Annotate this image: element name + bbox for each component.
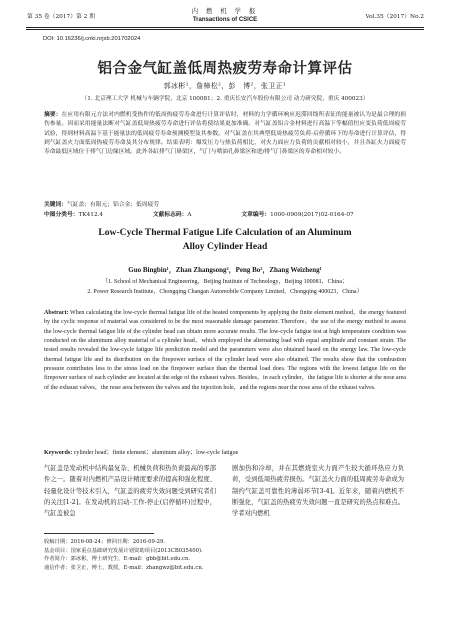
header-rule-thick <box>26 27 424 28</box>
footnote-received: 收稿日期：2016-08-24；修回日期：2016-09-29. <box>44 539 166 545</box>
title-cn: 铝合金气缸盖低周热疲劳寿命计算评估 <box>97 61 353 77</box>
article-no-value: 1000-0909(2017)02-0164-07 <box>270 212 354 218</box>
authors-cn: 郭冰彬¹，詹樟松²，彭 博²，张卫正¹ <box>163 82 287 90</box>
abstract-en <box>44 309 406 393</box>
affiliation-cn: （1. 北京理工大学 机械与车辆学院，北京 100081；2. 重庆长安汽车股份有限公司 动力研究院，重庆 400023） <box>81 96 369 102</box>
article-no-label: 文章编号： <box>241 212 271 218</box>
abstract-cn-label: 摘要： <box>44 112 62 118</box>
footnote-corresponding: 通信作者：张卫正，博士，教授，E-mail：zhangwz@bit.edu.cn. <box>44 564 204 571</box>
abstract-en-label: Abstract: <box>44 310 69 316</box>
journal-name-en: Transactions of CSICE <box>192 17 258 23</box>
header-rule-thin <box>26 29 424 30</box>
footnote-author-intro: 作者简介：郭冰彬，博士研究生，E-mail：gbb@bit.edu.cn. <box>44 556 191 563</box>
keywords-cn-text: 气缸盖；有限元；铝合金；低周疲劳 <box>67 202 159 208</box>
affiliation-en <box>0 278 450 297</box>
abstract-cn-text: 在应用有限元方法对内燃机受热件的低周热疲劳寿命进行计算评估时，材料的力学循环响应迟滞回线所表征的能量被认为是最合理的损伤参量。因而采用能量法断对气缸盖低周热疲劳寿命进行评估将使结果更加准确。对气缸盖铝合金材料进行高温下等幅值恒应变负荷低周疲劳试验，得到材料高温下基于能量法的低周疲劳寿命预测模型及其参数。对气缸盖在其典型低周热疲劳负荷-启停循环下的寿命进行计算评估，得到气缸盖火力面低周热疲劳寿命及其分布规律。结果表明：爆发压力与热负荷相比，对火力面应力负荷的贡献相对较小，并且各缸火力面疲劳寿命最低区域位于排气门边缘区域。此外各缸排气门鼻梁区，气门与喷油孔鼻梁区和进/排气门鼻梁区的寿命相对较小。 <box>44 112 407 156</box>
keywords-en <box>44 447 406 456</box>
keywords-en-label: Keywords: <box>44 450 73 456</box>
keywords-cn-label: 关键词： <box>44 202 67 208</box>
doc-code-value: A <box>187 212 192 218</box>
doc-code-label: 文献标志码： <box>152 212 188 218</box>
footnote-fund: 基金项目：国家重点基础研究发展计划资助项目(2013CB035400). <box>44 547 203 554</box>
body-column-left: 气缸盖是发动机中结构最复杂、机械负荷和热负荷最高的零部件之一。随着对内燃机产品设计精度要求的提高和强化程度、轻量化设计等技术引入，气缸盖的疲劳失效问题受到研究者们的关注[1-2]。在发动机的启动-工作-停止(启停循环)过程中，气缸盖被急 <box>44 465 216 518</box>
doc-code-field <box>153 212 216 218</box>
article-no-field <box>241 212 377 218</box>
keywords-en-text: cylinder head；finite element；aluminum alloy；low-cycle fatigue <box>73 450 239 456</box>
clc-label: 中图分类号： <box>44 212 79 218</box>
classification-line <box>44 209 402 218</box>
clc-value: TK412.4 <box>78 212 104 218</box>
footnote <box>44 538 244 572</box>
body-column-right: 剧加热和冷却，并在其燃烧室火力面产生较大循环热应力负荷，受到低周热疲劳损伤。气缸盖火力面的低周疲劳寿命成为制约气缸盖可靠性的薄弱环节[3-4]。近年来，随着内燃机不断强化，气缸盖的热疲劳失效问题一直是研究的热点和难点。学者对内燃机 <box>232 465 404 518</box>
keywords-cn <box>44 199 406 208</box>
footnote-rule <box>44 533 154 534</box>
affiliation-en-line2: 2. Power Research Institute，Chongqing Changan Automobile Company Limited，Chongqing 400023，China） <box>87 288 363 295</box>
journal-name-cn: 内 燃 机 学 报 <box>191 8 259 15</box>
title-en <box>0 226 450 254</box>
abstract-en-text: When calculating the low-cycle thermal fatigue life of the heated components by applying the finite element method，the energy featured by the cyclic response of material was considered to be the most reasonable damage parameter. Therefore，the use of the energy method to assess the low-cycle thermal fatigue life of the cylinder head can obtain more accurate results. The low-cycle fatigue test at high temperature condition was conducted on the aluminum alloy material of a cylinder head，which employed the alternating load with equal amplitude and constant strain. The tested results revealed the low-cycle fatigue life prediction model and the parameters were also obtained based on the energy law. The low-cycle thermal fatigue life and its distribution on the firepower surface of the cylinder head were also obtained. The results show that the combustion pressure contributes less to the stress load on the firepower surface than the thermal load does. The regions with the lowest fatigue life on the firepower surface of each cylinder are located at the edge of the exhaust valves. Besides，in each cylinder，the fatigue life is shorter at the nose area of the exhaust valves，the nose area between the valves and the injection hole，and the regions near the nose area of the exhaust valves. <box>44 310 406 391</box>
title-en-line2: Alloy Cylinder Head <box>182 241 268 252</box>
authors-en: Guo Bingbin¹，Zhan Zhangsong²，Peng Bo²，Zhang Weizheng¹ <box>128 266 322 274</box>
title-en-line1: Low-Cycle Thermal Fatigue Life Calculation of an Aluminum <box>98 227 352 238</box>
running-header-volume-cn: 第 35 卷（2017）第 2 期 <box>27 14 95 20</box>
running-header-volume-en: Vol.35（2017）No.2 <box>365 14 424 20</box>
doi: DOI: 10.16236/j.cnki.nrjxb.201702024 <box>43 36 141 42</box>
affiliation-en-line1: （1. School of Mechanical Engineering，Beijing Institute of Technology，Beijing 100081，China； <box>102 279 348 285</box>
abstract-cn <box>44 111 406 157</box>
clc-field <box>44 212 127 218</box>
